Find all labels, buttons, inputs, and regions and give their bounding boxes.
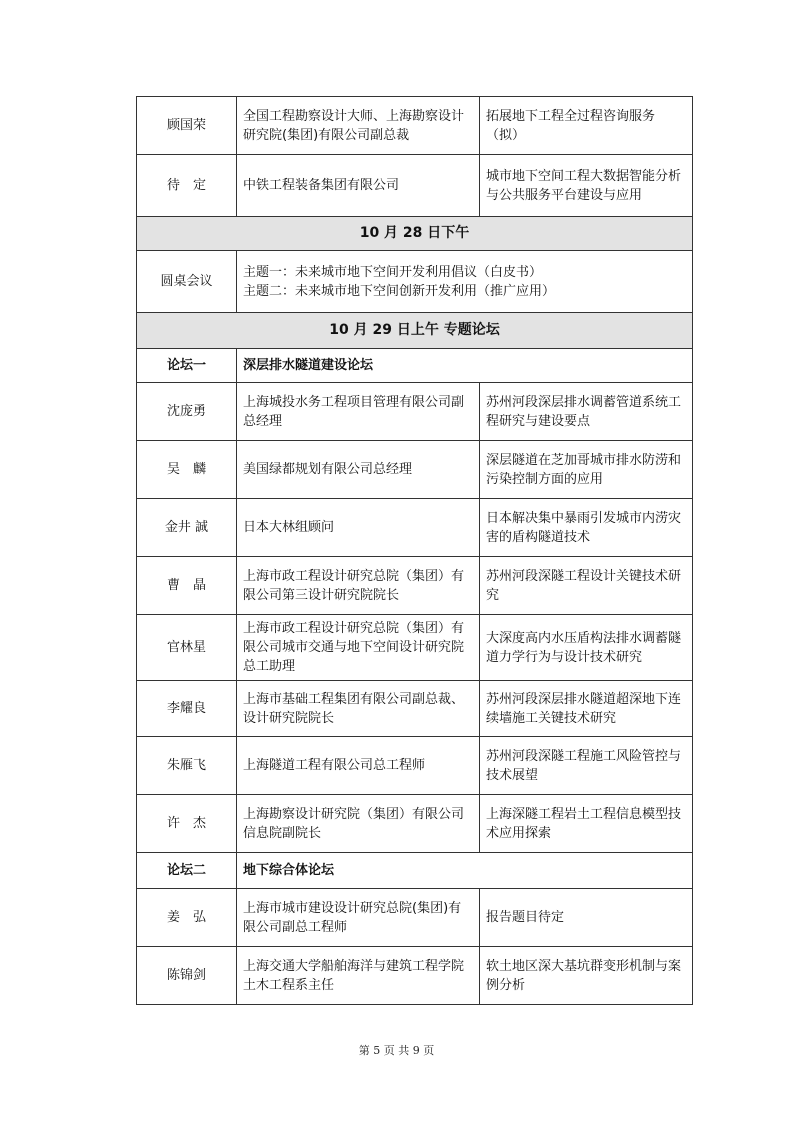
speaker-organization: 中铁工程装备集团有限公司 xyxy=(237,155,480,217)
table-row xyxy=(137,889,693,947)
section-header-oct28-afternoon: 10 月 28 日下午 xyxy=(137,217,693,251)
forum-1-label: 论坛一 xyxy=(137,349,237,383)
table-row xyxy=(137,795,693,853)
speaker-organization: 上海城投水务工程项目管理有限公司副总经理 xyxy=(237,383,480,441)
talk-topic: 软土地区深大基坑群变形机制与案例分析 xyxy=(480,947,693,1005)
speaker-name: 李耀良 xyxy=(137,681,237,737)
page-footer: 第 5 页 共 9 页 xyxy=(358,1044,435,1057)
speaker-organization: 上海交通大学船舶海洋与建筑工程学院土木工程系主任 xyxy=(237,947,480,1005)
section-header-row xyxy=(137,313,693,349)
speaker-name: 金井 誠 xyxy=(137,499,237,557)
table-row xyxy=(137,737,693,795)
forum-1-title: 深层排水隧道建设论坛 xyxy=(237,349,693,383)
forum-header-row xyxy=(137,853,693,889)
table-row xyxy=(137,557,693,615)
speaker-name: 许 杰 xyxy=(137,795,237,853)
speaker-organization: 美国绿都规划有限公司总经理 xyxy=(237,441,480,499)
table-row xyxy=(137,97,693,155)
speaker-name: 曹 晶 xyxy=(137,557,237,615)
roundtable-themes xyxy=(237,251,693,313)
speaker-name: 陈锦剑 xyxy=(137,947,237,1005)
section-header-oct29-morning: 10 月 29 日上午 专题论坛 xyxy=(137,313,693,349)
talk-topic: 苏州河段深隧工程施工风险管控与技术展望 xyxy=(480,737,693,795)
forum-2-title: 地下综合体论坛 xyxy=(237,853,693,889)
talk-topic: 日本解决集中暴雨引发城市内涝灾害的盾构隧道技术 xyxy=(480,499,693,557)
talk-topic: 拓展地下工程全过程咨询服务（拟） xyxy=(480,97,693,155)
speaker-name: 吴 麟 xyxy=(137,441,237,499)
section-header-row xyxy=(137,217,693,251)
talk-topic: 深层隧道在芝加哥城市排水防涝和污染控制方面的应用 xyxy=(480,441,693,499)
talk-topic: 苏州河段深层排水隧道超深地下连续墙施工关键技术研究 xyxy=(480,681,693,737)
table-row xyxy=(137,499,693,557)
speaker-organization: 上海市政工程设计研究总院（集团）有限公司第三设计研究院院长 xyxy=(237,557,480,615)
speaker-name: 官林星 xyxy=(137,615,237,681)
talk-topic: 上海深隧工程岩土工程信息模型技术应用探索 xyxy=(480,795,693,853)
forum-header-row xyxy=(137,349,693,383)
speaker-name: 朱雁飞 xyxy=(137,737,237,795)
speaker-name: 姜 弘 xyxy=(137,889,237,947)
speaker-organization: 全国工程勘察设计大师、上海勘察设计研究院(集团)有限公司副总裁 xyxy=(237,97,480,155)
speaker-organization: 上海隧道工程有限公司总工程师 xyxy=(237,737,480,795)
table-row xyxy=(137,615,693,681)
talk-topic: 大深度高内水压盾构法排水调蓄隧道力学行为与设计技术研究 xyxy=(480,615,693,681)
roundtable-theme-1: 主题一：未来城市地下空间开发利用倡议（白皮书） xyxy=(243,264,543,280)
table-row xyxy=(137,681,693,737)
talk-topic: 苏州河段深层排水调蓄管道系统工程研究与建设要点 xyxy=(480,383,693,441)
speaker-organization: 上海市基础工程集团有限公司副总裁、设计研究院院长 xyxy=(237,681,480,737)
agenda-table xyxy=(136,96,693,1005)
speaker-organization: 上海市城市建设设计研究总院(集团)有限公司副总工程师 xyxy=(237,889,480,947)
speaker-name: 顾国荣 xyxy=(137,97,237,155)
speaker-name: 待 定 xyxy=(137,155,237,217)
table-row xyxy=(137,383,693,441)
speaker-name: 沈庞勇 xyxy=(137,383,237,441)
roundtable-theme-2: 主题二：未来城市地下空间创新开发利用（推广应用） xyxy=(243,283,556,299)
speaker-organization: 上海市政工程设计研究总院（集团）有限公司城市交通与地下空间设计研究院总工助理 xyxy=(237,615,480,681)
roundtable-label: 圆桌会议 xyxy=(137,251,237,313)
roundtable-row xyxy=(137,251,693,313)
talk-topic: 城市地下空间工程大数据智能分析与公共服务平台建设与应用 xyxy=(480,155,693,217)
speaker-organization: 日本大林组顾问 xyxy=(237,499,480,557)
table-row xyxy=(137,441,693,499)
talk-topic: 苏州河段深隧工程设计关键技术研究 xyxy=(480,557,693,615)
forum-2-label: 论坛二 xyxy=(137,853,237,889)
speaker-organization: 上海勘察设计研究院（集团）有限公司信息院副院长 xyxy=(237,795,480,853)
table-row xyxy=(137,947,693,1005)
table-row xyxy=(137,155,693,217)
talk-topic: 报告题目待定 xyxy=(480,889,693,947)
